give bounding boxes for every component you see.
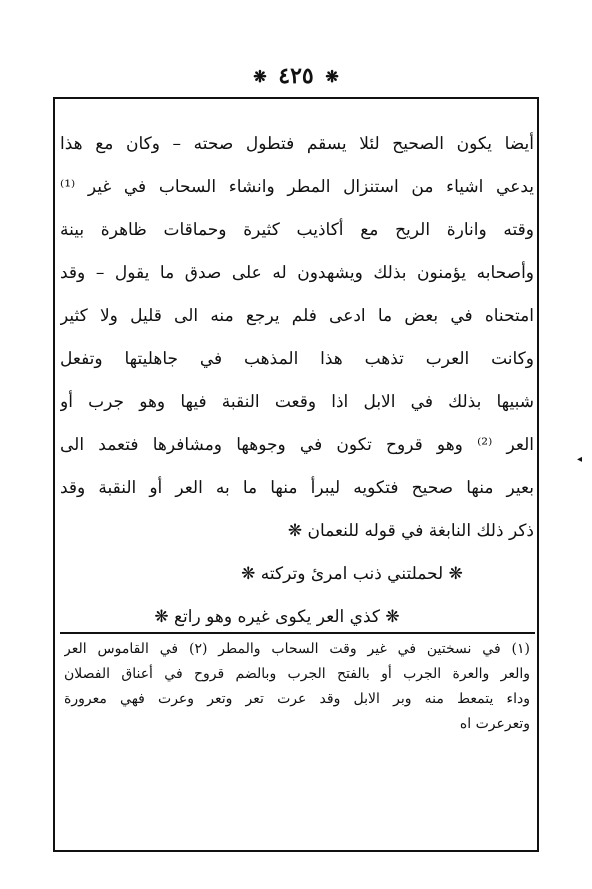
footnote-line: وداء يتمعط منه وبر الابل وقد عرت تعر وتعر وعرت فهي معرورة bbox=[64, 691, 530, 707]
text-line: يدعي اشياء من استنزال المطر وانشاء السحاب في غير ⁽¹⁾ bbox=[60, 177, 534, 197]
text-line: ذكر ذلك النابغة في قوله للنعمان ❋ bbox=[287, 521, 534, 541]
text-line: وأصحابه يؤمنون بذلك ويشهدون له على صدق ما يقول – وقد bbox=[60, 263, 534, 283]
verse-line: ❋ لحملتني ذنب امرئ وتركته ❋ bbox=[241, 564, 463, 584]
ornament-right-icon: ❋ bbox=[325, 67, 339, 86]
verse-line: ❋ كذي العر يكوى غيره وهو راتع ❋ bbox=[154, 607, 400, 627]
main-text-block bbox=[60, 128, 534, 644]
text-line: شبيها بذلك في الابل اذا وقعت النقبة فيها وهو جرب أو bbox=[60, 392, 534, 412]
footnotes-block bbox=[64, 638, 530, 738]
text-line: امتحناه في بعض ما ادعى فلم يرجع منه الى قليل ولا كثير bbox=[60, 306, 534, 326]
footnote-divider bbox=[60, 632, 535, 634]
footnote-line: (١) في نسختين في غير وقت السحاب والمطر (٢) في القاموس العر bbox=[64, 641, 530, 657]
text-line: وكانت العرب تذهب هذا المذهب في جاهليتها وتفعل bbox=[60, 349, 534, 369]
text-line: أيضا يكون الصحيح لئلا يسقم فتطول صحته – وكان مع هذا bbox=[60, 134, 534, 154]
text-line: العر ⁽²⁾ وهو قروح تكون في وجوهها ومشافرها فتعمد الى bbox=[60, 435, 534, 455]
text-line: وقته وانارة الريح مع أكاذيب كثيرة وحماقات ظاهرة بينة bbox=[60, 220, 534, 240]
footnote-line: والعر والعرة الجرب أو بالفتح الجرب وبالضم قروح في أعناق الفصلان bbox=[64, 666, 530, 682]
page-number: ٤٢٥ bbox=[278, 63, 314, 89]
ornament-left-icon: ❋ bbox=[253, 67, 267, 86]
text-line: بعير منها صحيح فتكويه ليبرأ منها ما به العر أو النقبة وقد bbox=[60, 478, 534, 498]
page-number-header bbox=[0, 62, 592, 91]
footnote-line: وتعرعرت اه bbox=[459, 716, 530, 732]
margin-arrow-icon: ◂ bbox=[577, 454, 583, 465]
